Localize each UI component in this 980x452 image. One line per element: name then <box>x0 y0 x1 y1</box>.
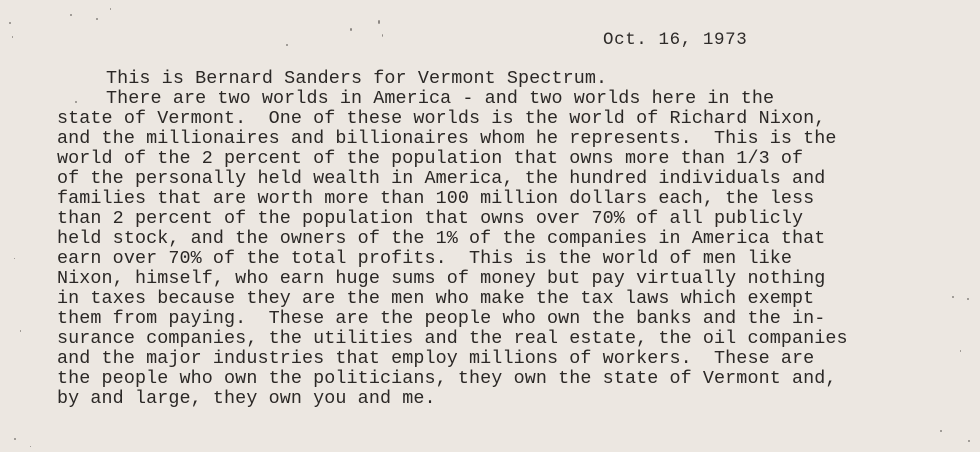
body-line: families that are worth more than 100 million dollars each, the less <box>57 188 815 209</box>
body-line: state of Vermont. One of these worlds is the world of Richard Nixon, <box>57 108 826 129</box>
body-line: held stock, and the owners of the 1% of the companies in America that <box>57 228 826 249</box>
body-line: earn over 70% of the total profits. This is the world of men like <box>57 248 792 269</box>
body-line: Nixon, himself, who earn huge sums of money but pay virtually nothing <box>57 268 826 289</box>
body-line: by and large, they own you and me. <box>57 388 436 409</box>
body-line: world of the 2 percent of the population that owns more than 1/3 of <box>57 148 804 169</box>
letter-date: Oct. 16, 1973 <box>603 30 748 50</box>
body-line: and the millionaires and billionaires whom he represents. This is the <box>57 128 837 149</box>
body-line: and the major industries that employ millions of workers. These are <box>57 348 815 369</box>
body-line: surance companies, the utilities and the real estate, the oil companies <box>57 328 848 349</box>
body-line: of the personally held wealth in America, the hundred individuals and <box>57 168 826 189</box>
body-line: the people who own the politicians, they own the state of Vermont and, <box>57 368 837 389</box>
body-line: them from paying. These are the people who own the banks and the in- <box>57 308 826 329</box>
body-line: than 2 percent of the population that owns over 70% of all publicly <box>57 208 804 229</box>
body-line: in taxes because they are the men who make the tax laws which exempt <box>57 288 815 309</box>
body-line: This is Bernard Sanders for Vermont Spectrum. <box>106 68 608 89</box>
body-line: There are two worlds in America - and two worlds here in the <box>106 88 775 109</box>
